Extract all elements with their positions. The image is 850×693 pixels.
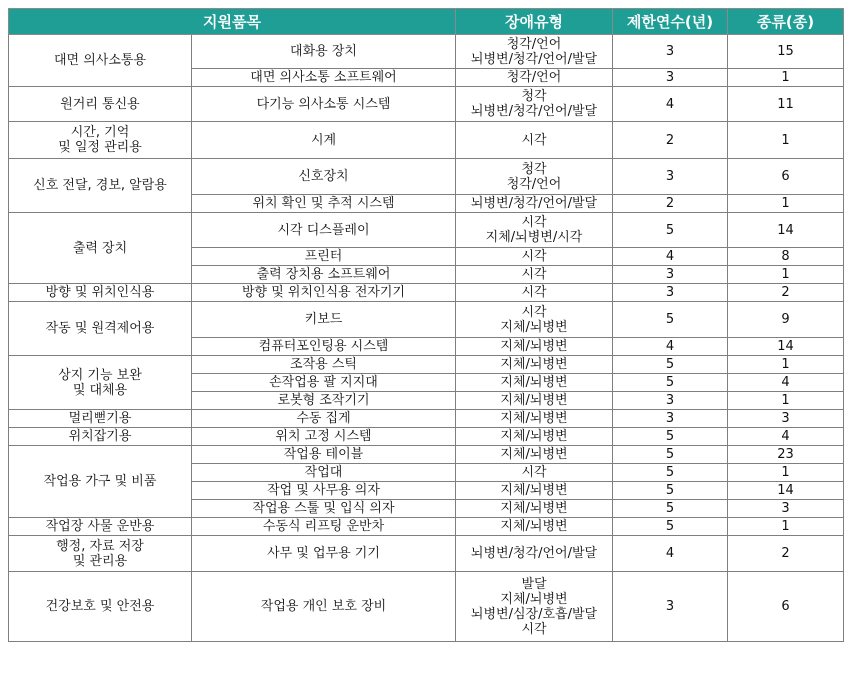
item-cell: 위치 고정 시스템 bbox=[192, 428, 456, 446]
years-cell: 4 bbox=[613, 248, 728, 266]
disability-cell: 시각 지체/뇌병변/시각 bbox=[456, 213, 613, 248]
kinds-cell: 8 bbox=[728, 248, 844, 266]
years-cell: 2 bbox=[613, 195, 728, 213]
item-cell: 방향 및 위치인식용 전자기기 bbox=[192, 284, 456, 302]
item-cell: 시계 bbox=[192, 122, 456, 159]
years-cell: 3 bbox=[613, 159, 728, 195]
header-disability-type: 장애유형 bbox=[456, 9, 613, 35]
disability-cell: 발달 지체/뇌병변 뇌병변/심장/호흡/발달 시각 bbox=[456, 572, 613, 642]
item-cell: 작업용 테이블 bbox=[192, 446, 456, 464]
years-cell: 5 bbox=[613, 446, 728, 464]
table-row bbox=[9, 572, 844, 642]
kinds-cell: 1 bbox=[728, 518, 844, 536]
disability-cell: 지체/뇌병변 bbox=[456, 410, 613, 428]
kinds-cell: 1 bbox=[728, 392, 844, 410]
disability-cell: 지체/뇌병변 bbox=[456, 374, 613, 392]
table-row bbox=[9, 410, 844, 428]
table-row bbox=[9, 87, 844, 122]
header-limit-years: 제한연수(년) bbox=[613, 9, 728, 35]
table-row bbox=[9, 446, 844, 464]
item-cell: 작업용 스툴 및 입식 의자 bbox=[192, 500, 456, 518]
disability-cell: 청각/언어 bbox=[456, 69, 613, 87]
kinds-cell: 23 bbox=[728, 446, 844, 464]
disability-cell: 지체/뇌병변 bbox=[456, 392, 613, 410]
years-cell: 5 bbox=[613, 356, 728, 374]
category-cell: 방향 및 위치인식용 bbox=[9, 284, 192, 302]
disability-cell: 청각 청각/언어 bbox=[456, 159, 613, 195]
item-cell: 손작업용 팔 지지대 bbox=[192, 374, 456, 392]
table-row bbox=[9, 428, 844, 446]
years-cell: 5 bbox=[613, 518, 728, 536]
kinds-cell: 1 bbox=[728, 464, 844, 482]
kinds-cell: 14 bbox=[728, 482, 844, 500]
kinds-cell: 6 bbox=[728, 159, 844, 195]
support-items-table bbox=[8, 8, 844, 642]
disability-cell: 지체/뇌병변 bbox=[456, 356, 613, 374]
item-cell: 다기능 의사소통 시스템 bbox=[192, 87, 456, 122]
kinds-cell: 1 bbox=[728, 266, 844, 284]
years-cell: 5 bbox=[613, 500, 728, 518]
category-cell: 행정, 자료 저장 및 관리용 bbox=[9, 536, 192, 572]
disability-cell: 지체/뇌병변 bbox=[456, 446, 613, 464]
category-cell: 시간, 기억 및 일정 관리용 bbox=[9, 122, 192, 159]
kinds-cell: 3 bbox=[728, 500, 844, 518]
kinds-cell: 6 bbox=[728, 572, 844, 642]
years-cell: 3 bbox=[613, 572, 728, 642]
category-cell: 위치잡기용 bbox=[9, 428, 192, 446]
category-cell: 작업용 가구 및 비품 bbox=[9, 446, 192, 518]
table-row bbox=[9, 302, 844, 338]
table-row bbox=[9, 356, 844, 374]
item-cell: 로봇형 조작기기 bbox=[192, 392, 456, 410]
table-row bbox=[9, 213, 844, 248]
years-cell: 2 bbox=[613, 122, 728, 159]
disability-cell: 지체/뇌병변 bbox=[456, 500, 613, 518]
disability-cell: 시각 bbox=[456, 122, 613, 159]
item-cell: 대화용 장치 bbox=[192, 35, 456, 69]
years-cell: 5 bbox=[613, 302, 728, 338]
kinds-cell: 14 bbox=[728, 338, 844, 356]
disability-cell: 지체/뇌병변 bbox=[456, 428, 613, 446]
years-cell: 5 bbox=[613, 464, 728, 482]
table-row bbox=[9, 35, 844, 69]
kinds-cell: 1 bbox=[728, 122, 844, 159]
years-cell: 3 bbox=[613, 69, 728, 87]
kinds-cell: 15 bbox=[728, 35, 844, 69]
disability-cell: 시각 bbox=[456, 284, 613, 302]
category-cell: 건강보호 및 안전용 bbox=[9, 572, 192, 642]
years-cell: 4 bbox=[613, 87, 728, 122]
item-cell: 작업대 bbox=[192, 464, 456, 482]
table-row bbox=[9, 159, 844, 195]
kinds-cell: 9 bbox=[728, 302, 844, 338]
item-cell: 작업용 개인 보호 장비 bbox=[192, 572, 456, 642]
disability-cell: 청각/언어 뇌병변/청각/언어/발달 bbox=[456, 35, 613, 69]
kinds-cell: 14 bbox=[728, 213, 844, 248]
years-cell: 5 bbox=[613, 428, 728, 446]
item-cell: 사무 및 업무용 기기 bbox=[192, 536, 456, 572]
header-row bbox=[9, 9, 844, 35]
item-cell: 키보드 bbox=[192, 302, 456, 338]
item-cell: 수동 집게 bbox=[192, 410, 456, 428]
disability-cell: 뇌병변/청각/언어/발달 bbox=[456, 536, 613, 572]
years-cell: 5 bbox=[613, 482, 728, 500]
kinds-cell: 1 bbox=[728, 69, 844, 87]
item-cell: 프린터 bbox=[192, 248, 456, 266]
years-cell: 3 bbox=[613, 284, 728, 302]
disability-cell: 시각 bbox=[456, 266, 613, 284]
years-cell: 4 bbox=[613, 338, 728, 356]
category-cell: 상지 기능 보완 및 대체용 bbox=[9, 356, 192, 410]
disability-cell: 지체/뇌병변 bbox=[456, 338, 613, 356]
years-cell: 3 bbox=[613, 392, 728, 410]
table-body bbox=[9, 35, 844, 642]
kinds-cell: 4 bbox=[728, 374, 844, 392]
category-cell: 출력 장치 bbox=[9, 213, 192, 284]
kinds-cell: 2 bbox=[728, 536, 844, 572]
item-cell: 신호장치 bbox=[192, 159, 456, 195]
kinds-cell: 2 bbox=[728, 284, 844, 302]
disability-cell: 시각 bbox=[456, 464, 613, 482]
item-cell: 위치 확인 및 추적 시스템 bbox=[192, 195, 456, 213]
kinds-cell: 11 bbox=[728, 87, 844, 122]
item-cell: 대면 의사소통 소프트웨어 bbox=[192, 69, 456, 87]
item-cell: 출력 장치용 소프트웨어 bbox=[192, 266, 456, 284]
disability-cell: 청각 뇌병변/청각/언어/발달 bbox=[456, 87, 613, 122]
table-row bbox=[9, 518, 844, 536]
kinds-cell: 1 bbox=[728, 195, 844, 213]
years-cell: 5 bbox=[613, 213, 728, 248]
header-kind-count: 종류(종) bbox=[728, 9, 844, 35]
category-cell: 작업장 사물 운반용 bbox=[9, 518, 192, 536]
disability-cell: 시각 bbox=[456, 248, 613, 266]
years-cell: 4 bbox=[613, 536, 728, 572]
item-cell: 수동식 리프팅 운반차 bbox=[192, 518, 456, 536]
item-cell: 컴퓨터포인팅용 시스템 bbox=[192, 338, 456, 356]
category-cell: 작동 및 원격제어용 bbox=[9, 302, 192, 356]
category-cell: 멀리뻗기용 bbox=[9, 410, 192, 428]
kinds-cell: 3 bbox=[728, 410, 844, 428]
table-row bbox=[9, 122, 844, 159]
item-cell: 작업 및 사무용 의자 bbox=[192, 482, 456, 500]
header-support-item: 지원품목 bbox=[9, 9, 456, 35]
category-cell: 대면 의사소통용 bbox=[9, 35, 192, 87]
disability-cell: 지체/뇌병변 bbox=[456, 518, 613, 536]
disability-cell: 지체/뇌병변 bbox=[456, 482, 613, 500]
table-row bbox=[9, 284, 844, 302]
disability-cell: 뇌병변/청각/언어/발달 bbox=[456, 195, 613, 213]
category-cell: 원거리 통신용 bbox=[9, 87, 192, 122]
years-cell: 3 bbox=[613, 410, 728, 428]
item-cell: 시각 디스플레이 bbox=[192, 213, 456, 248]
category-cell: 신호 전달, 경보, 알람용 bbox=[9, 159, 192, 213]
item-cell: 조작용 스틱 bbox=[192, 356, 456, 374]
years-cell: 3 bbox=[613, 35, 728, 69]
years-cell: 5 bbox=[613, 374, 728, 392]
kinds-cell: 1 bbox=[728, 356, 844, 374]
years-cell: 3 bbox=[613, 266, 728, 284]
table-row bbox=[9, 536, 844, 572]
kinds-cell: 4 bbox=[728, 428, 844, 446]
disability-cell: 시각 지체/뇌병변 bbox=[456, 302, 613, 338]
